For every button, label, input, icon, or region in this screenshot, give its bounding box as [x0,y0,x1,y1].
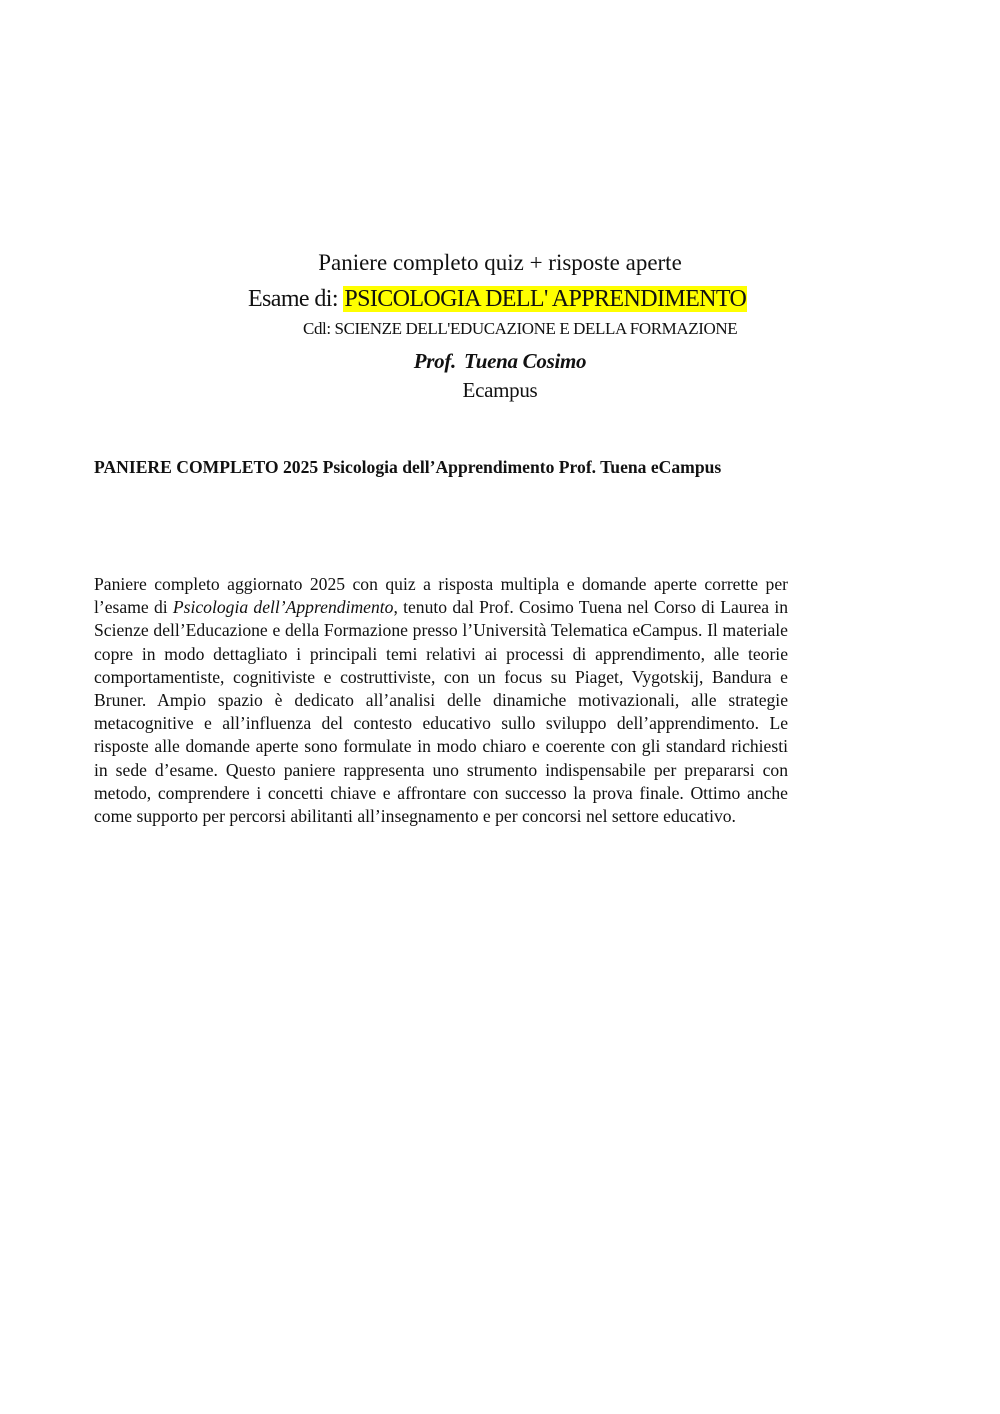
university-name: Ecampus [462,378,538,402]
section-heading: PANIERE COMPLETO 2025 Psicologia dell’Apprendimento Prof. Tuena eCampus [94,457,722,477]
professor-title: Prof. [413,349,456,373]
professor-name: Tuena Cosimo [464,349,587,373]
professor [0,347,1000,375]
degree-course: Cdl: SCIENZE DELL'EDUCAZIONE E DELLA FORMAZIONE [303,319,738,338]
exam-prefix: Esame di: [248,286,338,312]
exam-name-highlighted: PSICOLOGIA DELL' APPRENDIMENTO [344,286,747,312]
document-subtitle: Paniere completo quiz + risposte aperte [318,250,682,275]
description-paragraph [94,573,788,828]
description-part-1: Paniere completo aggiornato 2025 con quiz a risposta multipla e domande aperte corrette per l’esame di [94,574,788,618]
course-name-italic: Psicologia dell’Apprendimento [172,597,394,618]
exam-title [248,284,747,314]
description-part-2: , tenuto dal Prof. Cosimo Tuena nel Corso di Laurea in Scienze dell’Educazione e della Formazione presso l’Università Telematica eCampus. Il materiale copre in modo dettagliato i principali temi relativi ai processi di apprendimento, alle teorie comportamentiste, cognitiviste e costruttiviste, con un focus su Piaget, Vygotskij, Bandura e Bruner. Ampio spazio è dedicato all’analisi delle dinamiche motivazionali, alle strategie metacognitive e all’influenza del contesto educativo sullo sviluppo dell’apprendimento. Le risposte alle domande aperte sono formulate in modo chiaro e coerente con gli standard richiesti in sede d’esame. Questo paniere rappresenta uno strumento indispensabile per prepararsi con metodo, comprendere i concetti chiave e affrontare con successo la prova finale. Ottimo anche come supporto per percorsi abilitanti all’insegnamento e per concorsi nel settore educativo. [94,597,789,827]
